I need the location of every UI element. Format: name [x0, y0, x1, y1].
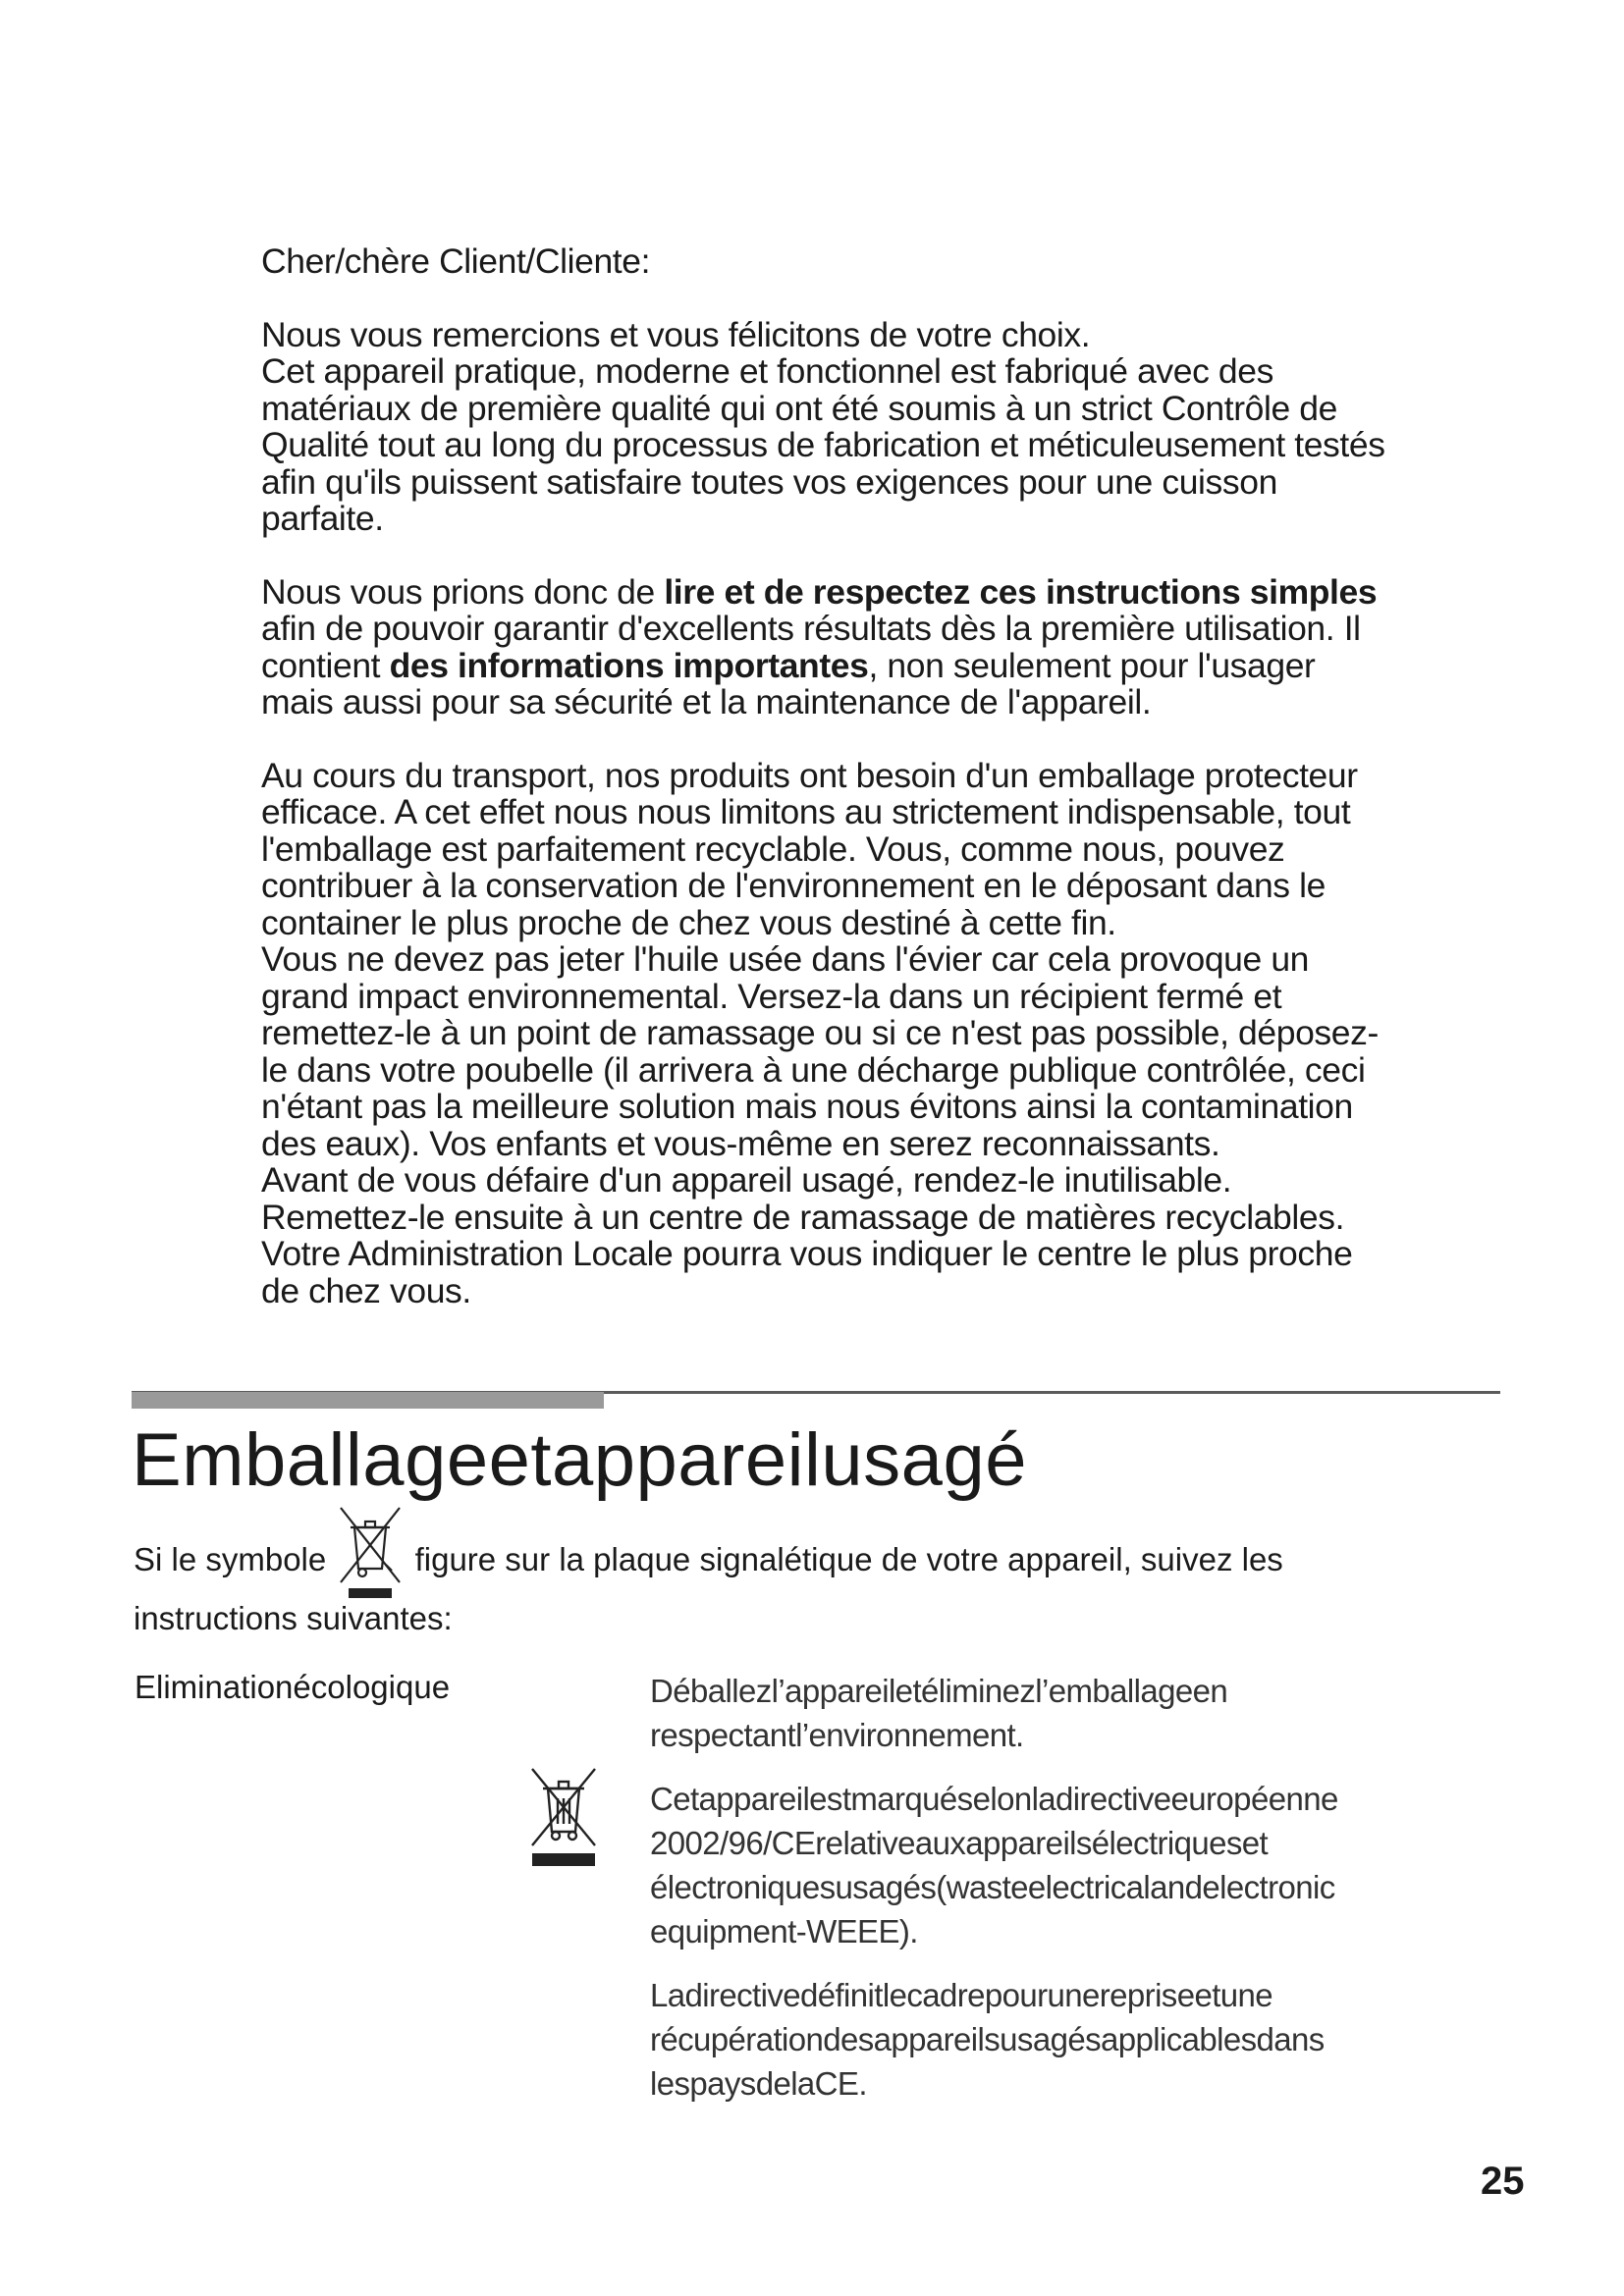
symbol-instruction: [134, 1525, 1430, 1648]
section-rule-accent: [132, 1392, 604, 1409]
side-heading: Eliminationécologique: [135, 1669, 451, 1705]
para2-text-e: , non seulement pour l'usager mais aussi pour sa sécurité et la maintenance de l'appareil.: [261, 645, 1316, 721]
weee-paragraph-1: Déballezl’appareiletéliminezl’emballageen respectantl’environnement.: [650, 1673, 1228, 1753]
section-title: Emballageetappareilusagé: [132, 1418, 1027, 1502]
intro-paragraph-3: Au cours du transport, nos produits ont besoin d'un emballage protecteur efficace. A cet effet nous nous limitons au strictement indispensable, tout l'emballage est parfaitement recyclable. Vous, comme nous, pouvez contribuer à la conservation de l'environnement en le déposant dans le container le plus proche de chez vous destiné à cette fin. Vous ne devez pas jeter l'huile usée dans l'évier car cela provoque un grand impact environnemental. Versez-la dans un récipient fermé et remettez-le à un point de ramassage ou si ce n'est pas possible, déposez-le dans votre poubelle (il arrivera à une décharge publique contrôlée, ceci n'étant pas la meilleure solution mais nous évitons ainsi la contamination des eaux). Vos enfants et vous-même en serez reconnaissants. Avant de vous défaire d'un appareil usagé, rendez-le inutilisable. Remettez-le ensuite à un centre de ramassage de matières recyclables. Votre Administration Locale pourra vous indiquer le centre le plus proche de chez vous.: [261, 755, 1379, 1310]
para2-bold-important: des informations importantes: [389, 645, 869, 685]
salutation: Cher/chère Client/Cliente:: [261, 241, 651, 281]
symbol-text-before: Si le symbole: [134, 1541, 327, 1577]
weee-paragraph-2: Cetappareilestmarquéselonladirectiveeuropéenne 2002/96/CErelativeauxappareilsélectriqueset électroniquesusagés(wasteelectricalandelectronic equipment-WEEE).: [650, 1781, 1338, 1949]
weee-bin-large-icon: [528, 1767, 599, 1869]
para2-text-c: afin de pouvoir garantir d'excellents résultats dès la première utilisation. Il contient: [261, 609, 1361, 685]
intro-paragraph-2: [261, 571, 1390, 721]
intro-paragraph-1: Nous vous remercions et vous félicitons de votre choix. Cet appareil pratique, moderne et fonctionnel est fabriqué avec des matériaux de première qualité qui ont été soumis à un strict Contrôle de Qualité tout au long du processus de fabrication et méticuleusement testés afin qu'ils puissent satisfaire toutes vos exigences pour une cuisson parfaite.: [261, 314, 1385, 538]
para2-bold-instructions: lire et de respectez ces instructions simples: [664, 571, 1378, 612]
weee-paragraph-3: Ladirectivedéfinitlecadrepourunerepriseetune récupérationdesappareilsusagésapplicablesdans lespaysdelaCE.: [650, 1977, 1325, 2102]
para2-text-a: Nous vous prions donc de: [261, 571, 665, 612]
weee-bin-icon: [335, 1525, 406, 1584]
symbol-text-after: figure sur la plaque signalétique de votre appareil, suivez les instructions suivantes:: [134, 1541, 1283, 1636]
intro-text: [261, 243, 1390, 1309]
page-number: 25: [1481, 2160, 1525, 2203]
